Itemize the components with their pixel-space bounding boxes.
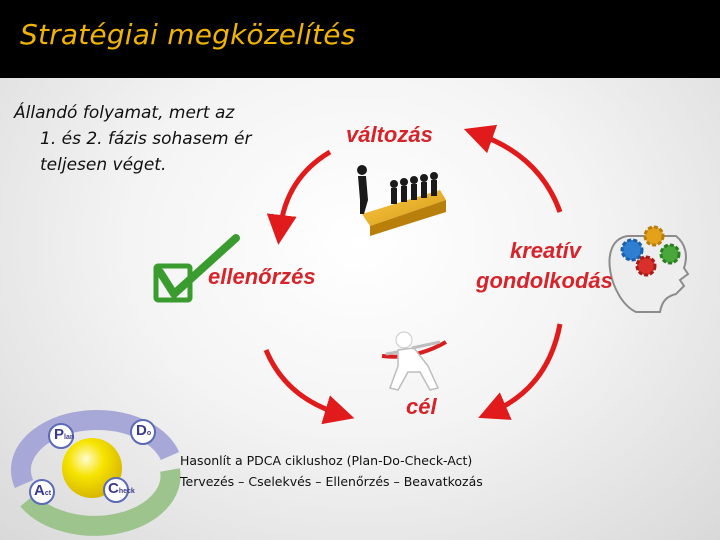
stage-label-control: ellenőrzés — [208, 264, 316, 289]
cycle-arrow-top-left — [280, 152, 330, 230]
stage-label-change: változás — [346, 122, 433, 147]
lead-line-2: 1. és 2. fázis sohasem ér — [40, 129, 252, 149]
pdca-act-rest: ct — [44, 490, 52, 497]
pdca-description-line-1: Hasonlít a PDCA ciklushoz (Plan-Do-Check-Act) — [180, 453, 473, 468]
pdca-check-label — [108, 480, 135, 498]
pdca-act-letter: A — [34, 482, 45, 499]
runner-goal-icon — [382, 332, 446, 390]
stage-label-creative-line-2: gondolkodás — [476, 268, 613, 293]
creative-head-icon — [609, 227, 688, 312]
change-figures-icon — [357, 165, 446, 236]
cycle-arrow-bottom-right — [492, 324, 560, 412]
pdca-check-rest: heck — [118, 488, 135, 495]
stage-label-goal: cél — [406, 394, 437, 419]
stage-label-creative-line-1: kreatív — [510, 238, 581, 263]
pdca-description-line-2: Tervezés – Cselekvés – Ellenőrzés – Beavatkozás — [180, 474, 483, 489]
pdca-do-rest: o — [146, 430, 152, 437]
lead-line-1: Állandó folyamat, mert az — [14, 103, 235, 123]
pdca-check-letter: C — [108, 480, 119, 497]
lead-line-3: teljesen véget. — [40, 155, 167, 175]
pdca-plan-rest: lan — [64, 434, 75, 441]
stage-label-creative-thinking — [476, 236, 613, 296]
cycle-arrow-top-right — [478, 134, 560, 212]
pdca-do-letter: D — [136, 422, 147, 439]
pdca-plan-letter: P — [54, 426, 65, 443]
pdca-do-label — [136, 422, 151, 440]
pdca-description — [180, 450, 483, 492]
pdca-act-label — [34, 482, 51, 500]
pdca-plan-label — [54, 426, 74, 444]
slide-title: Stratégiai megközelítés — [20, 18, 356, 51]
cycle-arrow-bottom-left — [266, 350, 340, 414]
